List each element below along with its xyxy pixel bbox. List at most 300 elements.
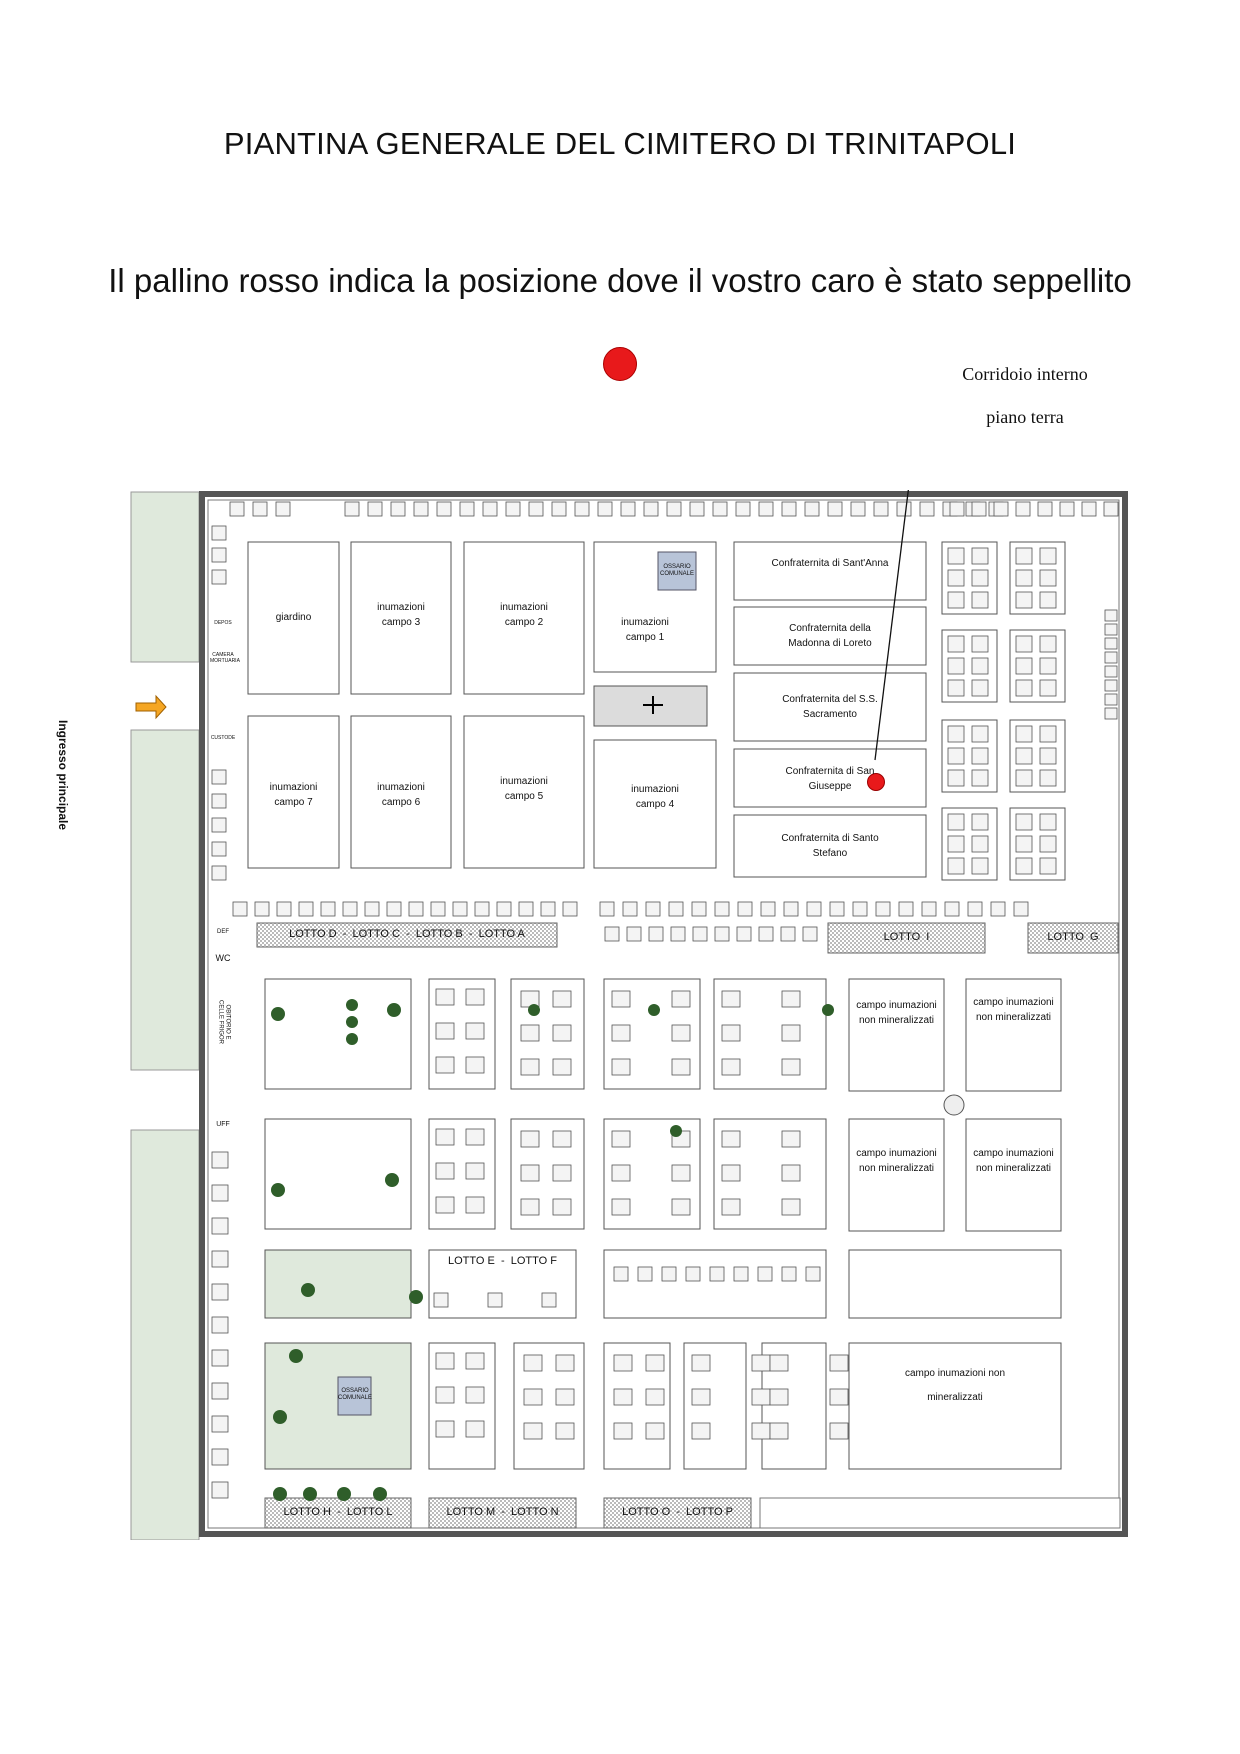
wall-niche (945, 902, 959, 916)
wall-niche (644, 502, 658, 516)
wc-label: WC (215, 953, 231, 963)
wall-niche (784, 902, 798, 916)
wall-niche (437, 502, 451, 516)
wall-niche (345, 502, 359, 516)
entrance-label: Ingresso principale (56, 720, 70, 831)
wall-niche (876, 902, 890, 916)
wall-niche (623, 902, 637, 916)
tomb-cell (948, 548, 964, 564)
tomb-cell (466, 1163, 484, 1179)
tomb-cell (638, 1267, 652, 1281)
wall-niche (737, 927, 751, 941)
tree-icon (271, 1007, 285, 1021)
wall-niche (621, 502, 635, 516)
tree-icon (670, 1125, 682, 1137)
tomb-cell (672, 1199, 690, 1215)
wall-niche (212, 570, 226, 584)
wall-niche (255, 902, 269, 916)
tomb-cell (612, 1199, 630, 1215)
wall-niche (299, 902, 313, 916)
tomb-cell (1040, 658, 1056, 674)
tree-icon (385, 1173, 399, 1187)
ossario-top-label: OSSARIO COMUNALE (659, 564, 694, 577)
uff-label: UFF (216, 1121, 230, 1128)
tomb-cell (672, 991, 690, 1007)
tomb-cell (612, 1165, 630, 1181)
tomb-cell (782, 1165, 800, 1181)
wall-niche (781, 927, 795, 941)
wall-niche (1104, 502, 1118, 516)
callout-line1: Corridoio interno (962, 364, 1088, 384)
wall-niche (519, 902, 533, 916)
non-min-2: campo inumazioni non mineralizzati (973, 997, 1054, 1023)
wall-niche (212, 1383, 228, 1399)
wall-niche (453, 902, 467, 916)
wall-niche (365, 902, 379, 916)
wall-niche (922, 902, 936, 916)
tomb-cell (948, 592, 964, 608)
non-min-3: campo inumazioni non mineralizzati (856, 1148, 937, 1174)
wall-niche (277, 902, 291, 916)
non-min-4: campo inumazioni non mineralizzati (973, 1148, 1054, 1174)
tomb-cell (672, 1165, 690, 1181)
tomb-cell (972, 858, 988, 874)
tomb-cell (466, 989, 484, 1005)
tomb-cell (692, 1389, 710, 1405)
tomb-cell (782, 991, 800, 1007)
wall-niche (1105, 624, 1117, 635)
wall-niche (212, 1482, 228, 1498)
tomb-cell (752, 1423, 770, 1439)
wall-niche (713, 502, 727, 516)
wall-niche (212, 1350, 228, 1366)
wall-niche (212, 1449, 228, 1465)
wall-niche (1105, 610, 1117, 621)
wall-niche (541, 902, 555, 916)
tomb-cell (972, 770, 988, 786)
tomb-cell (686, 1267, 700, 1281)
wall-niche (627, 927, 641, 941)
tomb-cell (466, 1129, 484, 1145)
tomb-cell (770, 1355, 788, 1371)
tomb-cell (614, 1267, 628, 1281)
wall-niche (600, 902, 614, 916)
tomb-cell (436, 1129, 454, 1145)
wall-niche (692, 902, 706, 916)
custode-label: CUSTODE (210, 735, 236, 741)
wall-niche (669, 902, 683, 916)
tomb-cell (1040, 548, 1056, 564)
tomb-cell (722, 1131, 740, 1147)
tomb-cell (466, 1197, 484, 1213)
tree-icon (289, 1349, 303, 1363)
tomb-cell (436, 1197, 454, 1213)
tomb-cell (972, 548, 988, 564)
tomb-cell (782, 1131, 800, 1147)
callout-line2: piano terra (986, 407, 1064, 427)
tomb-cell (436, 1163, 454, 1179)
non-min-5: campo inumazioni non mineralizzati (904, 1368, 1006, 1403)
tomb-cell (692, 1355, 710, 1371)
non-min-1: campo inumazioni non mineralizzati (856, 1000, 937, 1026)
tomb-cell (553, 1059, 571, 1075)
wall-niche (994, 502, 1008, 516)
tomb-cell (972, 636, 988, 652)
tomb-cell (1040, 570, 1056, 586)
wall-niche (431, 902, 445, 916)
wall-niche (212, 866, 226, 880)
tomb-cell (646, 1423, 664, 1439)
wall-niche (803, 927, 817, 941)
tomb-cell (662, 1267, 676, 1281)
lotto-mn[interactable]: LOTTO M - LOTTO N (446, 1506, 559, 1518)
tomb-cell (1016, 680, 1032, 696)
tomb-cell (806, 1267, 820, 1281)
wall-niche (212, 1152, 228, 1168)
tomb-cell (770, 1389, 788, 1405)
wall-niche (253, 502, 267, 516)
tomb-cell (1016, 570, 1032, 586)
tomb-cell (524, 1389, 542, 1405)
tomb-cell (436, 1387, 454, 1403)
tomb-cell (1016, 592, 1032, 608)
wall-niche (212, 526, 226, 540)
wall-niche (230, 502, 244, 516)
confraternita-santanna[interactable]: Confraternita di Sant'Anna (771, 558, 889, 569)
wall-niche (409, 902, 423, 916)
wall-niche (899, 902, 913, 916)
wall-niche (460, 502, 474, 516)
tree-icon (301, 1283, 315, 1297)
tomb-cell (1016, 858, 1032, 874)
wall-niche (1016, 502, 1030, 516)
tomb-cell (553, 1199, 571, 1215)
tomb-cell (614, 1389, 632, 1405)
tomb-cell (646, 1389, 664, 1405)
tree-icon (303, 1487, 317, 1501)
tomb-cell (1040, 814, 1056, 830)
tomb-cell (1040, 748, 1056, 764)
wall-niche (212, 1185, 228, 1201)
tomb-cell (1016, 814, 1032, 830)
tomb-cell (524, 1423, 542, 1439)
tomb-cell (830, 1355, 848, 1371)
page-title: PIANTINA GENERALE DEL CIMITERO DI TRINITAPOLI (223, 126, 1017, 161)
campo4-label: inumazioni campo 4 (631, 784, 679, 810)
wall-niche (414, 502, 428, 516)
lotto-i[interactable]: LOTTO I (883, 931, 930, 943)
tree-icon (337, 1487, 351, 1501)
confraternita-loreto[interactable]: Confraternita della Madonna di Loreto (788, 623, 872, 649)
wall-niche (598, 502, 612, 516)
wall-niche (671, 927, 685, 941)
tree-icon (346, 1033, 358, 1045)
def-label: DEF (217, 929, 229, 935)
tomb-cell (734, 1267, 748, 1281)
campo1-label: inumazioni campo 1 (621, 617, 669, 643)
wall-niche (972, 502, 986, 516)
corridor-callout (915, 353, 1135, 439)
tomb-cell (782, 1059, 800, 1075)
wall-niche (552, 502, 566, 516)
tomb-cell (948, 858, 964, 874)
wall-niche (874, 502, 888, 516)
obitorio-label: OBITORIO E CELLE FRIGOR (217, 999, 231, 1044)
tomb-cell (436, 1023, 454, 1039)
tomb-cell (434, 1293, 448, 1307)
wall-niche (563, 902, 577, 916)
tomb-cell (782, 1025, 800, 1041)
tree-icon (373, 1487, 387, 1501)
tomb-cell (556, 1389, 574, 1405)
tomb-cell (521, 1199, 539, 1215)
wall-niche (807, 902, 821, 916)
wall-niche (1105, 680, 1117, 691)
wall-niche (782, 502, 796, 516)
tomb-cell (1016, 770, 1032, 786)
wall-niche (759, 927, 773, 941)
tomb-cell (1040, 726, 1056, 742)
wall-niche (212, 818, 226, 832)
tomb-cell (521, 1131, 539, 1147)
tomb-cell (972, 748, 988, 764)
wall-niche (1082, 502, 1096, 516)
wall-niche (497, 902, 511, 916)
tomb-cell (556, 1423, 574, 1439)
wall-niche (759, 502, 773, 516)
wall-niche (897, 502, 911, 516)
tomb-cell (722, 991, 740, 1007)
tomb-cell (948, 836, 964, 852)
campo2-label: inumazioni campo 2 (500, 602, 548, 628)
tomb-cell (466, 1023, 484, 1039)
lotto-ef[interactable]: LOTTO E - LOTTO F (448, 1255, 557, 1267)
tomb-cell (972, 570, 988, 586)
lotto-hl[interactable]: LOTTO H - LOTTO L (283, 1506, 393, 1518)
wall-niche (212, 1416, 228, 1432)
tomb-cell (612, 1025, 630, 1041)
tomb-cell (614, 1355, 632, 1371)
giardino-label: giardino (275, 612, 312, 623)
tomb-cell (646, 1355, 664, 1371)
tomb-cell (466, 1421, 484, 1437)
tree-icon (271, 1183, 285, 1197)
tomb-cell (972, 726, 988, 742)
tomb-cell (722, 1199, 740, 1215)
tomb-cell (553, 1165, 571, 1181)
wall-niche (968, 902, 982, 916)
tomb-cell (521, 1059, 539, 1075)
wall-niche (761, 902, 775, 916)
wall-niche (529, 502, 543, 516)
tomb-cell (1016, 726, 1032, 742)
wall-niche (475, 902, 489, 916)
tomb-cell (722, 1025, 740, 1041)
wall-niche (646, 902, 660, 916)
wall-niche (368, 502, 382, 516)
wall-niche (575, 502, 589, 516)
tomb-cell (830, 1389, 848, 1405)
tomb-cell (612, 991, 630, 1007)
tomb-cell (436, 1421, 454, 1437)
tomb-cell (948, 814, 964, 830)
wall-niche (233, 902, 247, 916)
wall-niche (387, 902, 401, 916)
campo3-label: inumazioni campo 3 (377, 602, 425, 628)
tomb-cell (672, 1025, 690, 1041)
tomb-cell (752, 1355, 770, 1371)
tomb-cell (758, 1267, 772, 1281)
tomb-cell (830, 1423, 848, 1439)
tomb-cell (972, 814, 988, 830)
wall-niche (605, 927, 619, 941)
wall-niche (693, 927, 707, 941)
wall-niche (506, 502, 520, 516)
wall-niche (1014, 902, 1028, 916)
confraternita-sacramento[interactable]: Confraternita del S.S. Sacramento (782, 694, 878, 720)
wall-niche (649, 927, 663, 941)
confraternita-santo-stefano[interactable]: Confraternita di Santo Stefano (781, 833, 879, 859)
tomb-cell (1040, 836, 1056, 852)
tomb-cell (972, 592, 988, 608)
page-subtitle: Il pallino rosso indica la posizione dove il vostro caro è stato seppellito (108, 262, 1132, 299)
tomb-cell (722, 1059, 740, 1075)
tomb-cell (948, 770, 964, 786)
wall-niche (853, 902, 867, 916)
wall-niche (212, 1317, 228, 1333)
tomb-cell (782, 1199, 800, 1215)
cemetery-map[interactable] (130, 490, 1130, 1540)
tree-icon (346, 1016, 358, 1028)
wall-niche (1105, 708, 1117, 719)
tomb-cell (1040, 680, 1056, 696)
tomb-cell (1040, 858, 1056, 874)
tomb-cell (1016, 658, 1032, 674)
tomb-cell (972, 658, 988, 674)
campo7-label: inumazioni campo 7 (269, 782, 318, 808)
tomb-cell (1016, 836, 1032, 852)
tomb-cell (466, 1353, 484, 1369)
wall-niche (738, 902, 752, 916)
wall-niche (805, 502, 819, 516)
tomb-cell (770, 1423, 788, 1439)
tomb-cell (466, 1387, 484, 1403)
wall-niche (1060, 502, 1074, 516)
wall-niche (321, 902, 335, 916)
wall-niche (212, 842, 226, 856)
tomb-cell (692, 1423, 710, 1439)
lotto-g[interactable]: LOTTO G (1047, 931, 1099, 943)
wall-niche (1105, 694, 1117, 705)
wall-niche (212, 548, 226, 562)
tomb-cell (436, 989, 454, 1005)
campo6-label: inumazioni campo 6 (377, 782, 425, 808)
wall-niche (950, 502, 964, 516)
wall-niche (1105, 652, 1117, 663)
tomb-cell (1016, 548, 1032, 564)
tomb-cell (948, 748, 964, 764)
wall-niche (667, 502, 681, 516)
wall-niche (483, 502, 497, 516)
tomb-cell (614, 1423, 632, 1439)
campo5-label: inumazioni campo 5 (500, 776, 548, 802)
tomb-cell (612, 1131, 630, 1147)
tomb-cell (488, 1293, 502, 1307)
confraternita-san-giuseppe[interactable]: Confraternita di San Giuseppe (785, 766, 875, 792)
wall-niche (736, 502, 750, 516)
wall-niche (991, 902, 1005, 916)
tomb-cell (524, 1355, 542, 1371)
tomb-cell (542, 1293, 556, 1307)
tomb-cell (972, 680, 988, 696)
tomb-cell (436, 1353, 454, 1369)
wall-niche (276, 502, 290, 516)
tomb-cell (972, 836, 988, 852)
wall-niche (212, 1251, 228, 1267)
tree-icon (346, 999, 358, 1011)
wall-niche (212, 770, 226, 784)
tomb-cell (436, 1057, 454, 1073)
deposito-label: DEPOS (214, 620, 232, 626)
tomb-cell (1016, 636, 1032, 652)
tree-icon (409, 1290, 423, 1304)
wall-niche (212, 1218, 228, 1234)
wall-niche (1038, 502, 1052, 516)
tomb-cell (553, 1131, 571, 1147)
wall-niche (715, 927, 729, 941)
lotto-dcba[interactable]: LOTTO D - LOTTO C - LOTTO B - LOTTO A (289, 928, 525, 940)
tomb-cell (1040, 770, 1056, 786)
tomb-cell (948, 726, 964, 742)
wall-niche (212, 1284, 228, 1300)
tomb-cell (612, 1059, 630, 1075)
tomb-cell (948, 636, 964, 652)
tree-icon (648, 1004, 660, 1016)
tomb-cell (722, 1165, 740, 1181)
wall-niche (920, 502, 934, 516)
tomb-cell (553, 991, 571, 1007)
tomb-cell (1040, 592, 1056, 608)
wall-niche (343, 902, 357, 916)
tree-icon (387, 1003, 401, 1017)
tomb-cell (752, 1389, 770, 1405)
tomb-cell (556, 1355, 574, 1371)
wall-niche (690, 502, 704, 516)
tree-icon (822, 1004, 834, 1016)
wall-niche (830, 902, 844, 916)
tree-icon (273, 1487, 287, 1501)
lotto-op[interactable]: LOTTO O - LOTTO P (622, 1506, 733, 1518)
tomb-cell (1016, 748, 1032, 764)
wall-niche (851, 502, 865, 516)
camera-mortuaria-label: CAMERA MORTUARIA (210, 652, 240, 664)
tomb-cell (521, 1165, 539, 1181)
wall-niche (212, 794, 226, 808)
tomb-cell (948, 680, 964, 696)
tomb-cell (1040, 636, 1056, 652)
tomb-cell (782, 1267, 796, 1281)
tomb-cell (710, 1267, 724, 1281)
wall-niche (1105, 638, 1117, 649)
tomb-cell (521, 1025, 539, 1041)
tomb-cell (948, 658, 964, 674)
wall-niche (1105, 666, 1117, 677)
tomb-cell (553, 1025, 571, 1041)
wall-niche (715, 902, 729, 916)
tree-icon (528, 1004, 540, 1016)
tree-icon (273, 1410, 287, 1424)
tomb-cell (466, 1057, 484, 1073)
